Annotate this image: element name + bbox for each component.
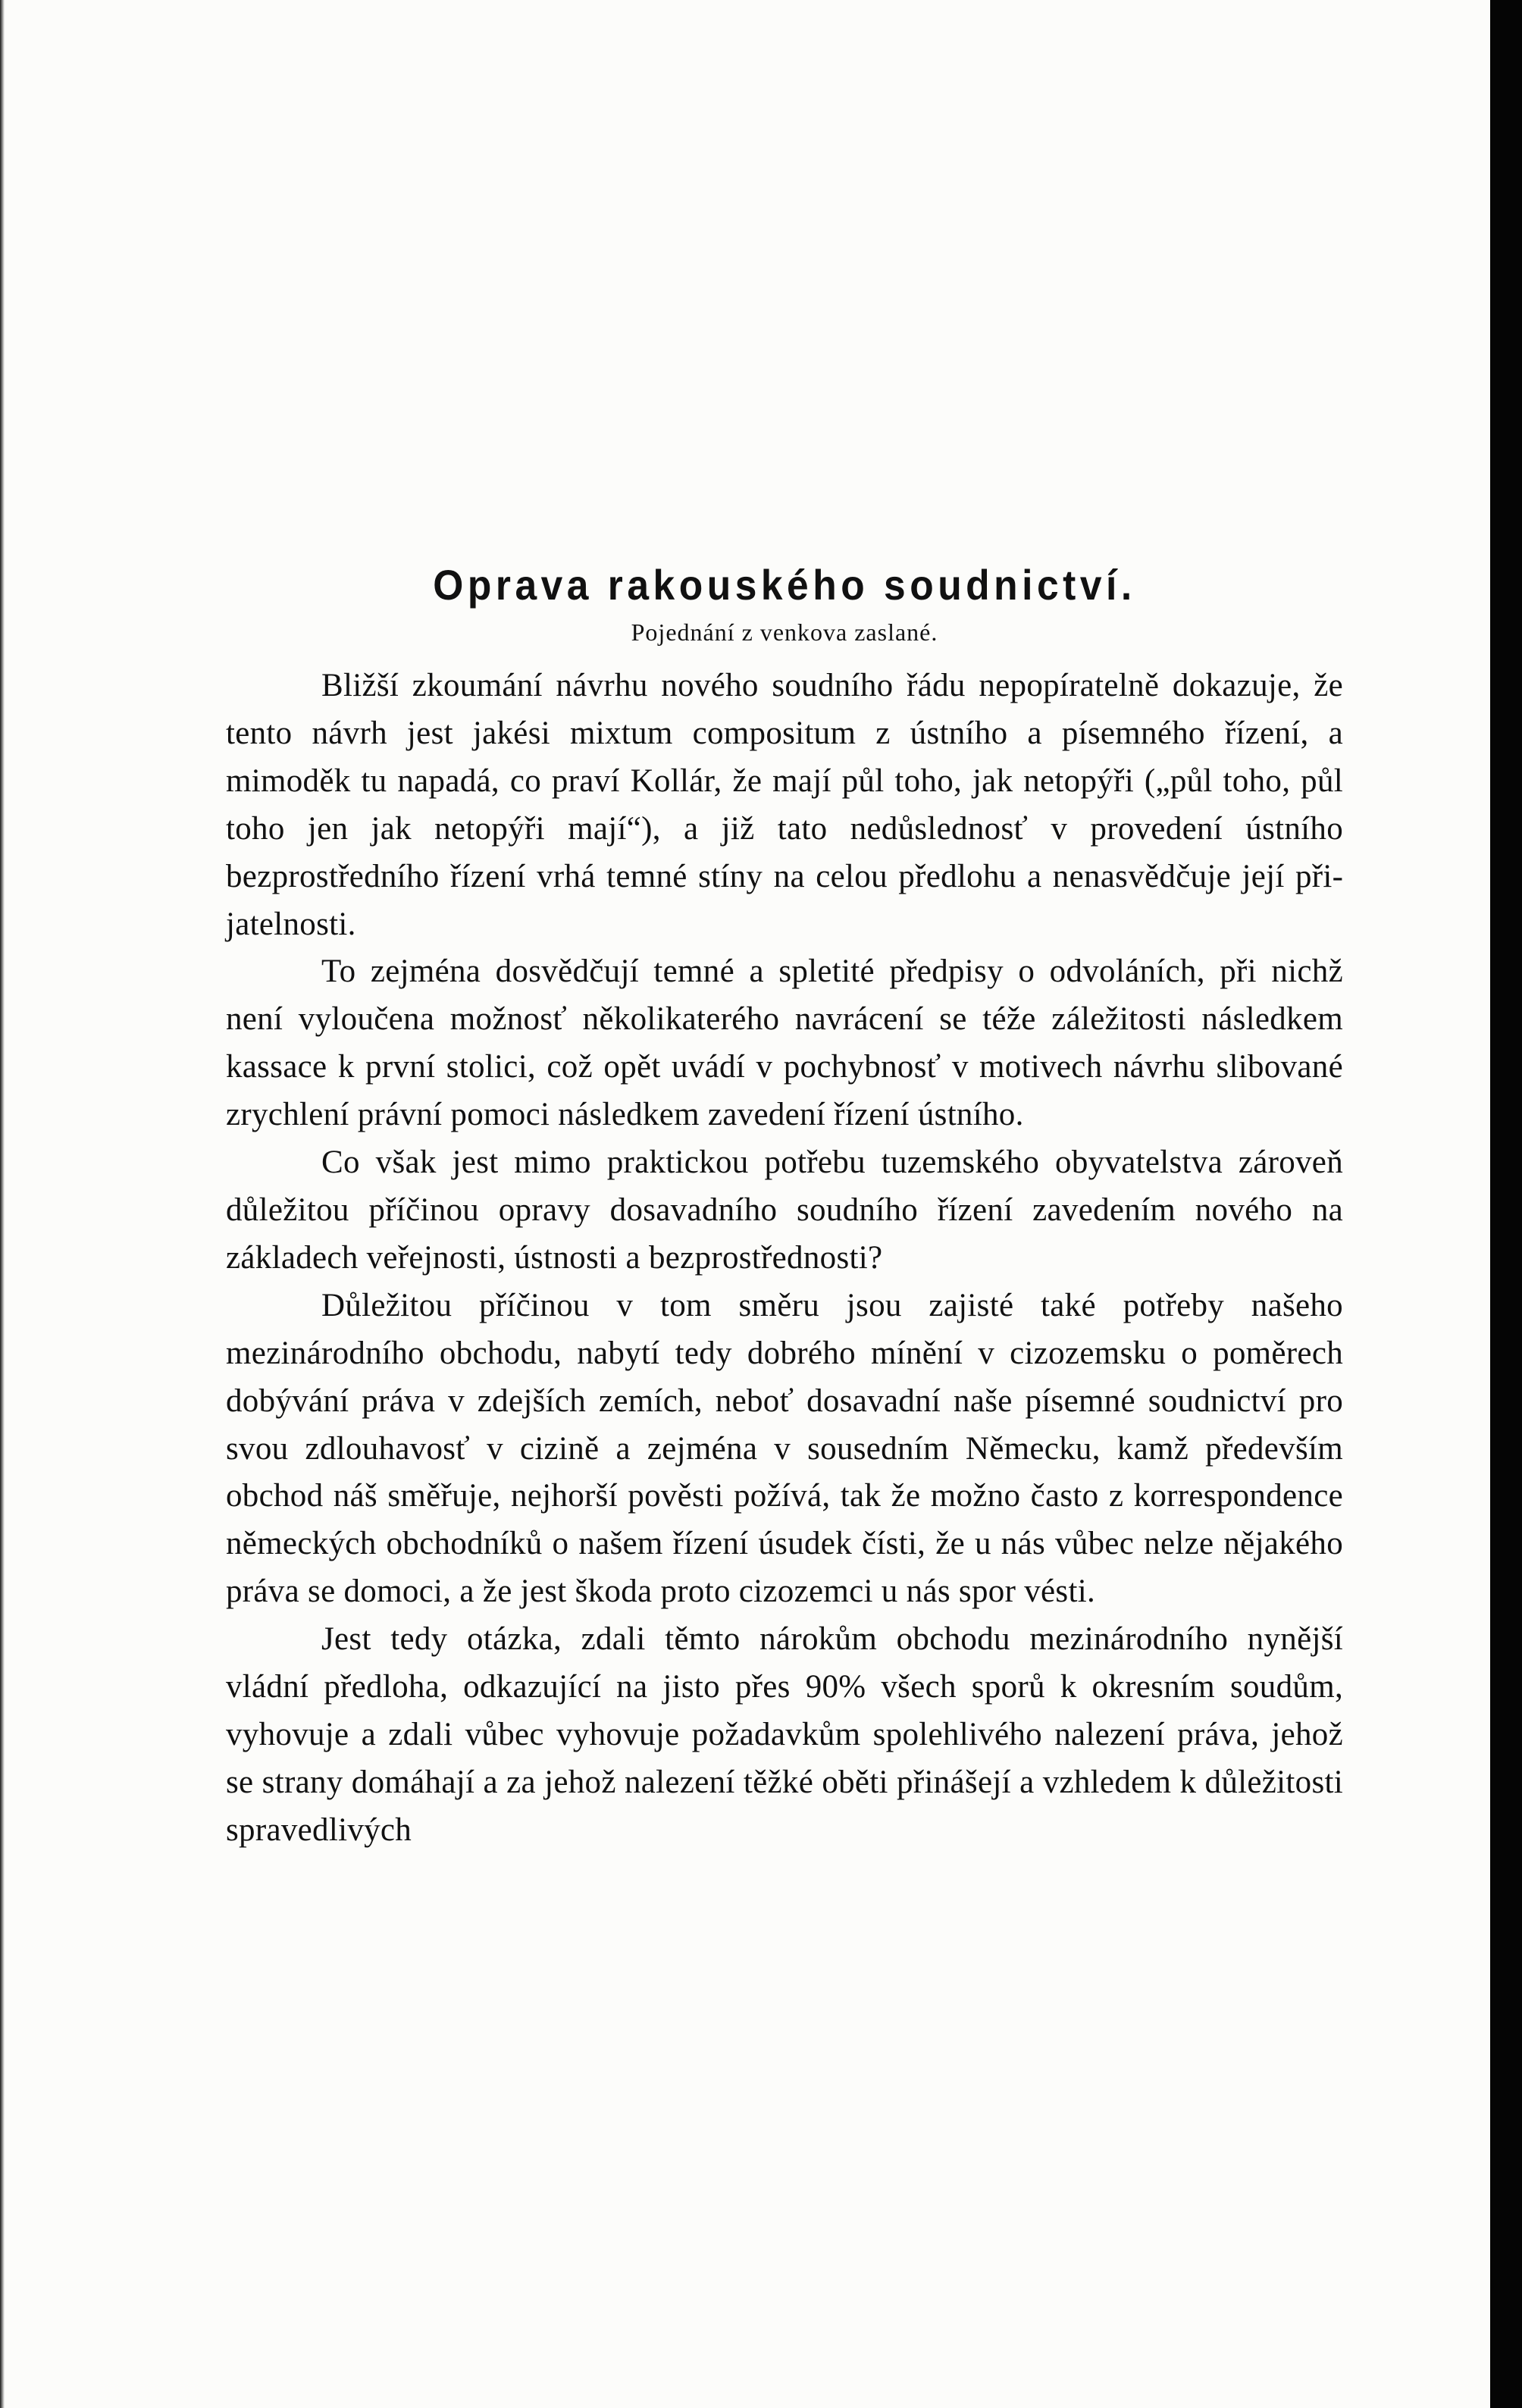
paragraph-3: Co však jest mimo praktickou potřebu tuzemského obyvatelstva zároveň důležitou příčinou opravy dosavadního soudního řízení zavedením nového na základech veřejnosti, ústnosti a bezprostřednosti? [226, 1145, 1343, 1276]
paragraph-4: Důležitou příčinou v tom směru jsou zajisté také potřeby našeho mezinárodního obchodu, nabytí tedy dobrého mínění v cizozemsku o poměrech dobývání práva v zdejších zemích, neboť dosavadní naše písemné soudnictví pro svou zdlouhavosť v cizině a zejména v sousedním Německu, kamž především obchod náš směřuje, nejhorší pověsti požívá, tak že možno často z korrespondence německých obchodníků o našem řízení úsudek čísti, že u nás vůbec nelze nějakého práva se domoci, a že jest škoda proto cizozemci u nás spor vésti. [226, 1287, 1343, 1610]
article-subtitle: Pojednání z venkova zaslané. [631, 618, 938, 646]
paragraph-5: Jest tedy otázka, zdali těmto nárokům obchodu mezinárodního nynější vládní předloha, odkazující na jisto přes 90% všech sporů k okresním soudům, vyhovuje a zdali vůbec vyhovuje požadavkům spolehlivého nalezení práva, jehož se strany domáhají a za jehož nalezení těžké oběti přinášejí a vzhledem k důležitosti spravedlivých [226, 1621, 1343, 1848]
paragraph-1: Bližší zkoumání návrhu nového soudního řádu nepopíratelně dokazuje, že tento návrh jest jakési mixtum compositum z ústního a písemného řízení, a mimoděk tu napadá, co praví Kollár, že mají půl toho, jak netopýři („půl toho, půl toho jen jak netopýři mají“), a již tato nedůslednosť v provedení ústního bezprostředního řízení vrhá temné stíny na celou předlohu a nenasvědčuje její přijatelnosti. [226, 668, 1343, 942]
article-title: Oprava rakouského soudnictví. [433, 561, 1136, 609]
page-left-shadow [0, 0, 5, 2408]
article [226, 558, 1343, 1855]
scan-border [1490, 0, 1522, 2408]
paragraph-2: To zejména dosvědčují temné a spletité předpisy o odvoláních, při nichž není vyloučena možnosť několikaterého navrácení se téže záležitosti následkem kassace k první stolici, což opět uvádí v pochybnosť v motivech návrhu slibované zrychlení právní pomoci následkem zavedení řízení ústního. [226, 953, 1343, 1133]
